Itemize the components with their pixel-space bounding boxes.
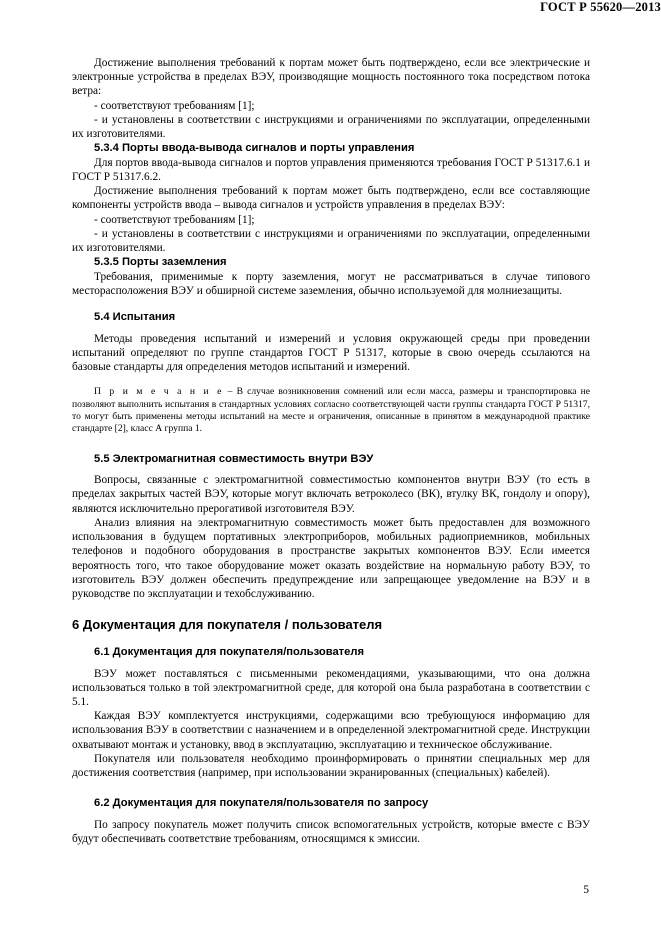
body-paragraph: Требования, применимые к порту заземления, могут не рассматриваться в случае типового месторасположения ВЭУ и обширной системе заземления, обычно используемой для молниезащиты.: [72, 270, 590, 297]
body-paragraph: По запросу покупатель может получить список вспомогательных устройств, которые вместе с ВЭУ будут обеспечивать соответствие требованиям, относящимся к эмиссии.: [72, 818, 590, 845]
body-paragraph: - соответствуют требованиям [1];: [94, 213, 255, 226]
body-paragraph: Каждая ВЭУ комплектуется инструкциями, содержащими всю требующуюся информацию для использования ВЭУ в соответствии с назначением и в определенной электромагнитной среде. Инструкции охватывают монтаж и установку, ввод в эксплуатацию, эксплуатацию и техническое обслуживание.: [72, 710, 590, 751]
section-heading: 5.4 Испытания: [94, 311, 176, 324]
note-paragraph: [72, 386, 590, 436]
section-heading: 5.5 Электромагнитная совместимость внутри ВЭУ: [94, 452, 374, 465]
subsection-heading: 6.2 Документация для покупателя/пользователя по запросу: [94, 797, 429, 810]
spacer: [72, 436, 590, 452]
body-paragraph: Вопросы, связанные с электромагнитной совместимостью компонентов внутри ВЭУ (то есть в пределах закрытых частей ВЭУ, которые могут включать ветроколесо (ВК), втулку ВК, гондолу и опору), являются исключительно прерогативой изготовителя ВЭУ.: [72, 474, 590, 515]
section-heading: 5.3.4 Порты ввода-вывода сигналов и порты управления: [94, 142, 415, 155]
body-paragraph: Достижение выполнения требований к портам может быть подтверждено, если все составляющие компоненты устройств ввода – вывода сигналов и устройств управления в пределах ВЭУ:: [72, 185, 590, 212]
spacer: [72, 660, 590, 667]
subsection-heading: 6.1 Документация для покупателя/пользователя: [94, 646, 365, 659]
spacer: [72, 466, 590, 473]
body-paragraph: - и установлены в соответствии с инструкциями и ограничениями по эксплуатации, определенными их изготовителями.: [72, 113, 590, 141]
spacer: [72, 325, 590, 332]
page-header: ГОСТ Р 55620—2013: [540, 0, 661, 14]
body-paragraph: ВЭУ может поставляться с письменными рекомендациями, указывающими, что она должна использоваться только в той электромагнитной среде, для которой она была разработана в соответствии с 5.1.: [72, 667, 590, 709]
body-paragraph: Для портов ввода-вывода сигналов и портов управления применяются требования ГОСТ Р 51317.6.1 и ГОСТ Р 51317.6.2.: [72, 156, 590, 183]
note-text: – В случае возникновения сомнений или если масса, размеры и транспортировка не позволяют выполнить испытания в стандартных условиях согласно соответствующей части группы стандарта ГОСТ Р 51317, то могут быть применены методы испытаний на месте и ограничения, описанные в принятом в международной практике стандарте [2], класс А группа 1.: [72, 386, 590, 435]
body-paragraph: Покупателя или пользователя необходимо проинформировать о принятии специальных мер для достижения соответствия (например, при использовании экранированных (специальных) кабелей).: [72, 752, 590, 780]
body-paragraph: Достижение выполнения требований к портам может быть подтверждено, если все электрические и электронные устройства в пределах ВЭУ, производящие мощность постоянного тока посредством потока ветра:: [72, 57, 590, 98]
section-heading: 5.3.5 Порты заземления: [94, 256, 227, 269]
note-label: П р и м е ч а н и е: [94, 386, 224, 398]
page-number: 5: [583, 884, 589, 896]
spacer: [72, 374, 590, 386]
document-body: [72, 56, 590, 846]
body-paragraph: - соответствуют требованиям [1];: [94, 99, 255, 112]
spacer: [72, 780, 590, 796]
spacer: [72, 298, 590, 310]
chapter-heading: 6 Документация для покупателя / пользователя: [72, 617, 383, 633]
body-paragraph: Анализ влияния на электромагнитную совместимость может быть предоставлен для возможного использования в будущем портативных электроприборов, мобильных радиоприемников, мобильных телефонов и подобного оборудования в пространстве закрытых компонентов ВЭУ. Если имеется вероятность того, что такое оборудование может оказать воздействие на нормальную работу ВЭУ, то изготовитель ВЭУ должен обеспечить предупреждение или запрещающее уведомление на ВЭУ и в руководстве по эксплуатации и техобслуживанию.: [72, 516, 590, 600]
spacer: [72, 633, 590, 645]
spacer: [72, 601, 590, 617]
body-paragraph: - и установлены в соответствии с инструкциями и ограничениями по эксплуатации, определенными их изготовителями.: [72, 227, 590, 254]
spacer: [72, 811, 590, 818]
body-paragraph: Методы проведения испытаний и измерений и условия окружающей среды при проведении испытаний определяют по группе стандартов ГОСТ Р 51317, которые в свою очередь ссылаются на базовые стандарты для определения методов испытаний и измерений.: [72, 332, 590, 373]
